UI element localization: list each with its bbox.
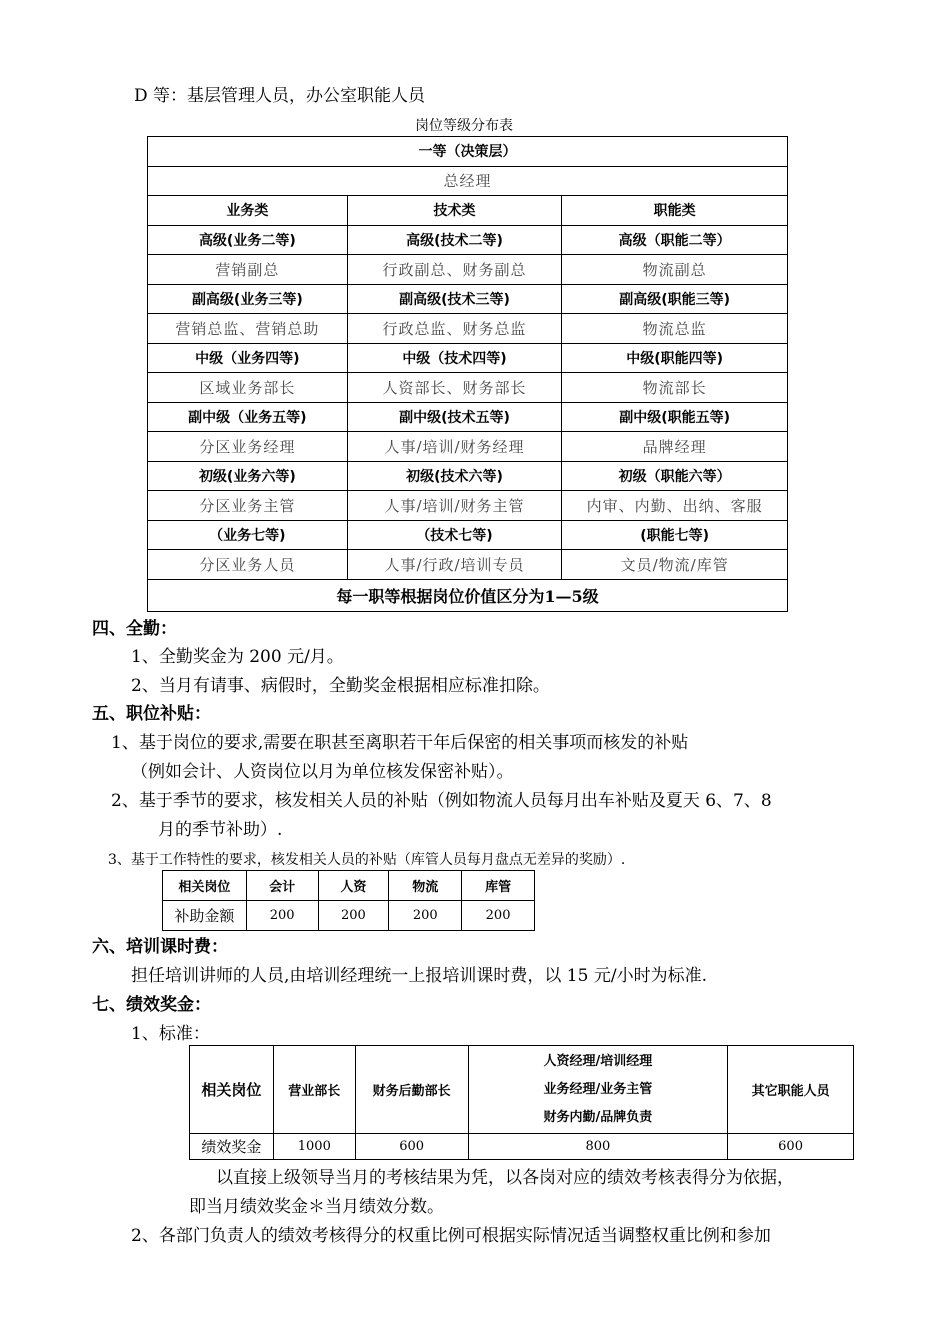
grade-distribution-table — [147, 136, 788, 612]
grade-cell: 副高级(业务三等) — [148, 284, 348, 314]
intro-line: D 等：基层管理人员，办公室职能人员 — [134, 86, 426, 106]
grade-cell: 副中级(技术五等) — [347, 402, 562, 432]
section4-item-2: 2、当月有请事、病假时，全勤奖金根据相应标准扣除。 — [131, 676, 550, 696]
grade-cell: 副高级(技术三等) — [347, 284, 562, 314]
position-cell: 行政副总、财务副总 — [347, 255, 562, 285]
section6-text: 担任培训讲师的人员,由培训经理统一上报培训课时费，以 15 元/小时为标准. — [131, 966, 707, 986]
subsidy-header: 会计 — [246, 871, 318, 901]
perf-header-line: 财务内勤/品牌负责 — [543, 1109, 653, 1125]
subsidy-header: 人资 — [318, 871, 389, 901]
perf-header: 营业部长 — [273, 1046, 355, 1134]
section7-item1: 1、标准： — [131, 1024, 210, 1044]
section7-title: 七、绩效奖金： — [92, 995, 211, 1015]
grade-cell: 中级（业务四等) — [148, 343, 348, 373]
grade-cell: 中级（技术四等) — [347, 343, 562, 373]
position-cell: 人事/培训/财务主管 — [347, 491, 562, 521]
section4-item-1: 1、全勤奖金为 200 元/月。 — [131, 647, 344, 667]
position-cell: 分区业务经理 — [148, 432, 348, 462]
top-position: 总经理 — [148, 166, 788, 196]
position-cell: 营销副总 — [148, 255, 348, 285]
position-cell: 分区业务主管 — [148, 491, 348, 521]
section5-item1-line2: （例如会计、人资岗位以月为单位核发保密补贴）。 — [131, 762, 514, 782]
top-level-grade: 一等（决策层） — [148, 137, 788, 167]
perf-row-label: 绩效奖金 — [190, 1134, 274, 1160]
perf-header-line: 人资经理/培训经理 — [543, 1053, 653, 1069]
subsidy-value: 200 — [389, 901, 462, 931]
section6-title: 六、培训课时费： — [92, 937, 228, 957]
grade-cell: 副高级(职能三等) — [562, 284, 788, 314]
grade-cell: 初级（职能六等） — [562, 461, 788, 491]
grade-cell: 副中级（业务五等) — [148, 402, 348, 432]
subsidy-row-label: 补助金额 — [163, 901, 247, 931]
position-cell: 区域业务部长 — [148, 373, 348, 403]
grade-cell: 高级(业务二等) — [148, 225, 348, 255]
grade-cell: （业务七等) — [148, 520, 348, 550]
position-cell: 营销总监、营销总助 — [148, 314, 348, 344]
category-business: 业务类 — [148, 196, 348, 226]
position-cell: 行政总监、财务总监 — [347, 314, 562, 344]
position-cell: 分区业务人员 — [148, 550, 348, 580]
grade-cell: 中级(职能四等) — [562, 343, 788, 373]
perf-value: 600 — [355, 1134, 468, 1160]
grade-cell: 初级(技术六等) — [347, 461, 562, 491]
perf-header-line: 业务经理/业务主管 — [543, 1081, 653, 1097]
position-cell: 内审、内勤、出纳、客服 — [562, 491, 788, 521]
subsidy-header: 物流 — [389, 871, 462, 901]
performance-bonus-table — [189, 1045, 854, 1160]
section7-note-line2: 即当月绩效奖金＊当月绩效分数。 — [189, 1197, 444, 1217]
position-cell: 品牌经理 — [562, 432, 788, 462]
subsidy-value: 200 — [246, 901, 318, 931]
subsidy-table — [162, 870, 535, 931]
grade-cell: 初级(业务六等) — [148, 461, 348, 491]
perf-header: 财务后勤部长 — [355, 1046, 468, 1134]
perf-header: 其它职能人员 — [728, 1046, 854, 1134]
position-cell: 文员/物流/库管 — [562, 550, 788, 580]
category-functional: 职能类 — [562, 196, 788, 226]
section5-item3: 3、基于工作特性的要求，核发相关人员的补贴（库管人员每月盘点无差异的奖励）. — [108, 852, 626, 868]
section7-item2: 2、各部门负责人的绩效考核得分的权重比例可根据实际情况适当调整权重比例和参加 — [131, 1226, 771, 1246]
position-cell: 人事/培训/财务经理 — [347, 432, 562, 462]
position-cell: 人事/行政/培训专员 — [347, 550, 562, 580]
position-cell: 物流总监 — [562, 314, 788, 344]
subsidy-value: 200 — [318, 901, 389, 931]
perf-value: 800 — [468, 1134, 728, 1160]
position-cell: 物流部长 — [562, 373, 788, 403]
section4-title: 四、全勤： — [92, 619, 177, 639]
perf-value: 1000 — [273, 1134, 355, 1160]
section5-title: 五、职位补贴： — [92, 704, 211, 724]
grade-cell: 副中级(职能五等) — [562, 402, 788, 432]
grade-cell: 高级(技术二等) — [347, 225, 562, 255]
grade-table-footer: 每一职等根据岗位价值区分为1—5级 — [148, 579, 788, 611]
grade-cell: 高级（职能二等） — [562, 225, 788, 255]
position-cell: 物流副总 — [562, 255, 788, 285]
perf-header-multi — [468, 1046, 728, 1134]
position-cell: 人资部长、财务部长 — [347, 373, 562, 403]
grade-cell: （技术七等) — [347, 520, 562, 550]
subsidy-value: 200 — [462, 901, 535, 931]
section5-item2-line1: 2、基于季节的要求，核发相关人员的补贴（例如物流人员每月出车补贴及夏天 6、7、8 — [111, 791, 772, 811]
section7-note-line1: 以直接上级领导当月的考核结果为凭，以各岗对应的绩效考核表得分为依据， — [216, 1168, 794, 1188]
subsidy-header: 库管 — [462, 871, 535, 901]
section5-item2-line2: 月的季节补助）. — [158, 820, 283, 840]
perf-value: 600 — [728, 1134, 854, 1160]
grade-table-caption: 岗位等级分布表 — [415, 118, 513, 134]
perf-header: 相关岗位 — [190, 1046, 274, 1134]
grade-cell: (职能七等) — [562, 520, 788, 550]
category-technical: 技术类 — [347, 196, 562, 226]
subsidy-header: 相关岗位 — [163, 871, 247, 901]
section5-item1-line1: 1、基于岗位的要求,需要在职甚至离职若干年后保密的相关事项而核发的补贴 — [111, 733, 689, 753]
